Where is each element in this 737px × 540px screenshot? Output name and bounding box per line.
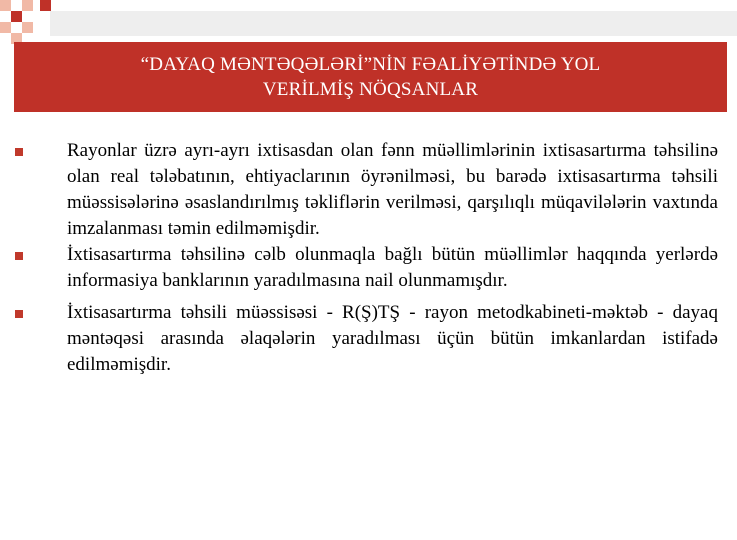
decorative-bar [50, 11, 737, 36]
decorative-square [0, 22, 11, 33]
decorative-square [0, 0, 11, 11]
decorative-square [0, 11, 11, 22]
list-item-text: Rayonlar üzrə ayrı-ayrı ixtisasdan olan fənn müəllimlərinin ixtisasartırma təhsilinə olan real tələbatının, ehtiyaclarının öyrənilməsi, bu barədə ixtisasartırma təhsili müəssisələrinə əsaslandırılmış təkliflərin verilməsi, qarşılıqlı müqavilələrin vaxtında imzalanması təmin edilməmişdir. [67, 140, 718, 239]
title-banner [14, 42, 727, 112]
square-bullet-icon [15, 252, 23, 260]
decorative-square [22, 0, 33, 11]
decorative-square [11, 0, 22, 11]
bullet-list [15, 138, 718, 378]
list-item-text: İxtisasartırma təhsilinə cəlb olunmaqla bağlı bütün müəllimlər haqqında yerlərdə informasiya banklarının yaradılmasına nail olunmamışdır. [67, 244, 718, 291]
decorative-square [22, 22, 33, 33]
list-item-text: İxtisasartırma təhsili müəssisəsi - R(Ş)TŞ - rayon metodkabineti-məktəb - dayaq məntəqəsi arasında əlaqələrin yaradılması üçün bütün imkanlardan istifadə edilməmişdir. [67, 302, 718, 375]
square-bullet-icon [15, 310, 23, 318]
decorative-square [40, 0, 51, 11]
decorative-square [33, 22, 44, 33]
square-bullet-icon [15, 148, 23, 156]
slide-title: “DAYAQ MƏNTƏQƏLƏRİ”NİN FƏALİYƏTİNDƏ YOL VERİLMİŞ NÖQSANLAR [140, 54, 601, 100]
decorative-header [0, 0, 737, 45]
list-item [15, 300, 718, 378]
list-item [15, 138, 718, 242]
list-item [15, 242, 718, 294]
decorative-square [11, 11, 22, 22]
decorative-square [22, 11, 33, 22]
